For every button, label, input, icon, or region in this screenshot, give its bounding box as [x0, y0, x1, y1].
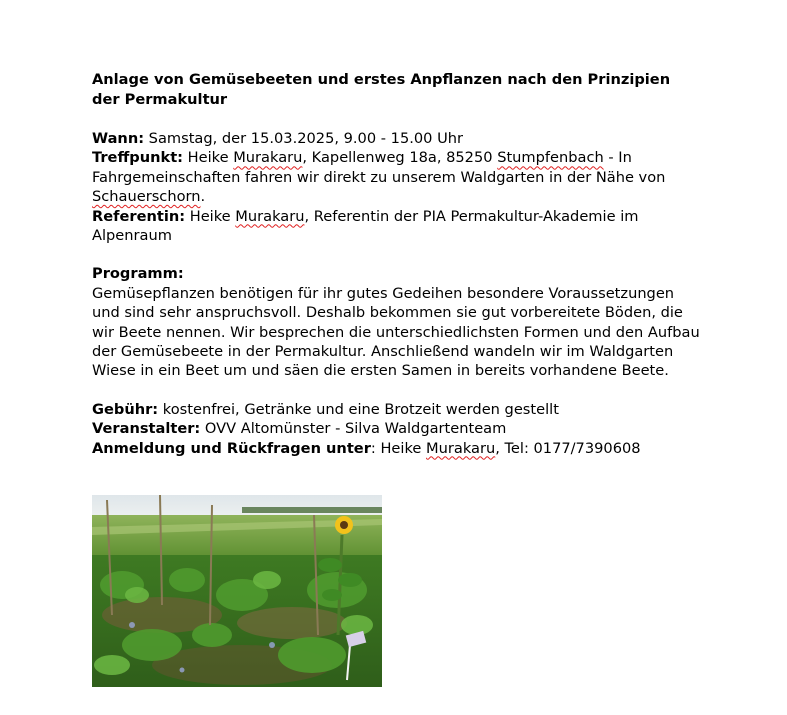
treffpunkt-place: Schauerschorn	[92, 188, 201, 206]
anmeldung-name: Murakaru	[426, 439, 496, 457]
referentin-line	[92, 207, 702, 246]
treffpunkt-pre: Heike	[183, 149, 234, 167]
veranstalter-line	[92, 419, 702, 438]
veranstalter-value: OVV Altomünster - Silva Waldgartenteam	[200, 420, 507, 438]
document-body	[92, 70, 702, 458]
treffpunkt-town: Stumpfenbach	[497, 149, 604, 167]
treffpunkt-label: Treffpunkt:	[92, 149, 184, 167]
event-title: Anlage von Gemüsebeeten und erstes Anpflanzen nach den Prinzipien der Permakultur	[92, 71, 671, 108]
referentin-post: , Referentin der PIA Permakultur-Akademie im Alpenraum	[92, 207, 639, 245]
wann-label: Wann:	[92, 130, 145, 147]
garden-beds-photo	[92, 495, 382, 687]
treffpunkt-post: - In Fahrgemeinschaften fahren wir direkt zu unserem Waldgarten in der Nähe von	[92, 149, 666, 186]
spacer	[92, 381, 702, 400]
wann-value: Samstag, der 15.03.2025, 9.00 - 15.00 Uhr	[144, 130, 464, 147]
veranstalter-label: Veranstalter:	[92, 420, 201, 438]
programm-text: Gemüsepflanzen benötigen für ihr gutes Gedeihen besondere Voraussetzungen und sind sehr anspruchsvoll. Deshalb bekommen sie gut vorbereitete Böden, die wir Beete nennen. Wir besprechen die unterschiedlichsten Formen und den Aufbau der Gemüsebeete in der Permakultur. Anschließend wandeln wir im Waldgarten Wiese in ein Beet um und säen die ersten Samen in bereits vorhandene Beete.	[92, 284, 700, 380]
gebuehr-value: kostenfrei, Getränke und eine Brotzeit werden gestellt	[158, 400, 559, 418]
garden-photo-image	[92, 495, 382, 687]
referentin-pre: Heike	[185, 207, 236, 225]
referentin-label: Referentin:	[92, 207, 186, 225]
programm-heading	[92, 264, 702, 283]
gebuehr-line	[92, 400, 702, 419]
programm-label: Programm:	[92, 265, 184, 283]
anmeldung-post: , Tel: 0177/7390608	[495, 439, 641, 457]
treffpunkt-mid: , Kapellenweg 18a, 85250	[302, 149, 498, 167]
treffpunkt-end: .	[200, 188, 206, 206]
wann-line	[92, 129, 702, 148]
treffpunkt-name: Murakaru	[233, 149, 303, 167]
anmeldung-pre: : Heike	[370, 439, 427, 457]
referentin-name: Murakaru	[235, 207, 305, 225]
spacer	[92, 245, 702, 264]
spacer	[92, 110, 702, 129]
gebuehr-label: Gebühr:	[92, 400, 159, 418]
anmeldung-label: Anmeldung und Rückfragen unter	[92, 439, 371, 457]
anmeldung-line	[92, 439, 702, 458]
treffpunkt-line	[92, 148, 702, 206]
